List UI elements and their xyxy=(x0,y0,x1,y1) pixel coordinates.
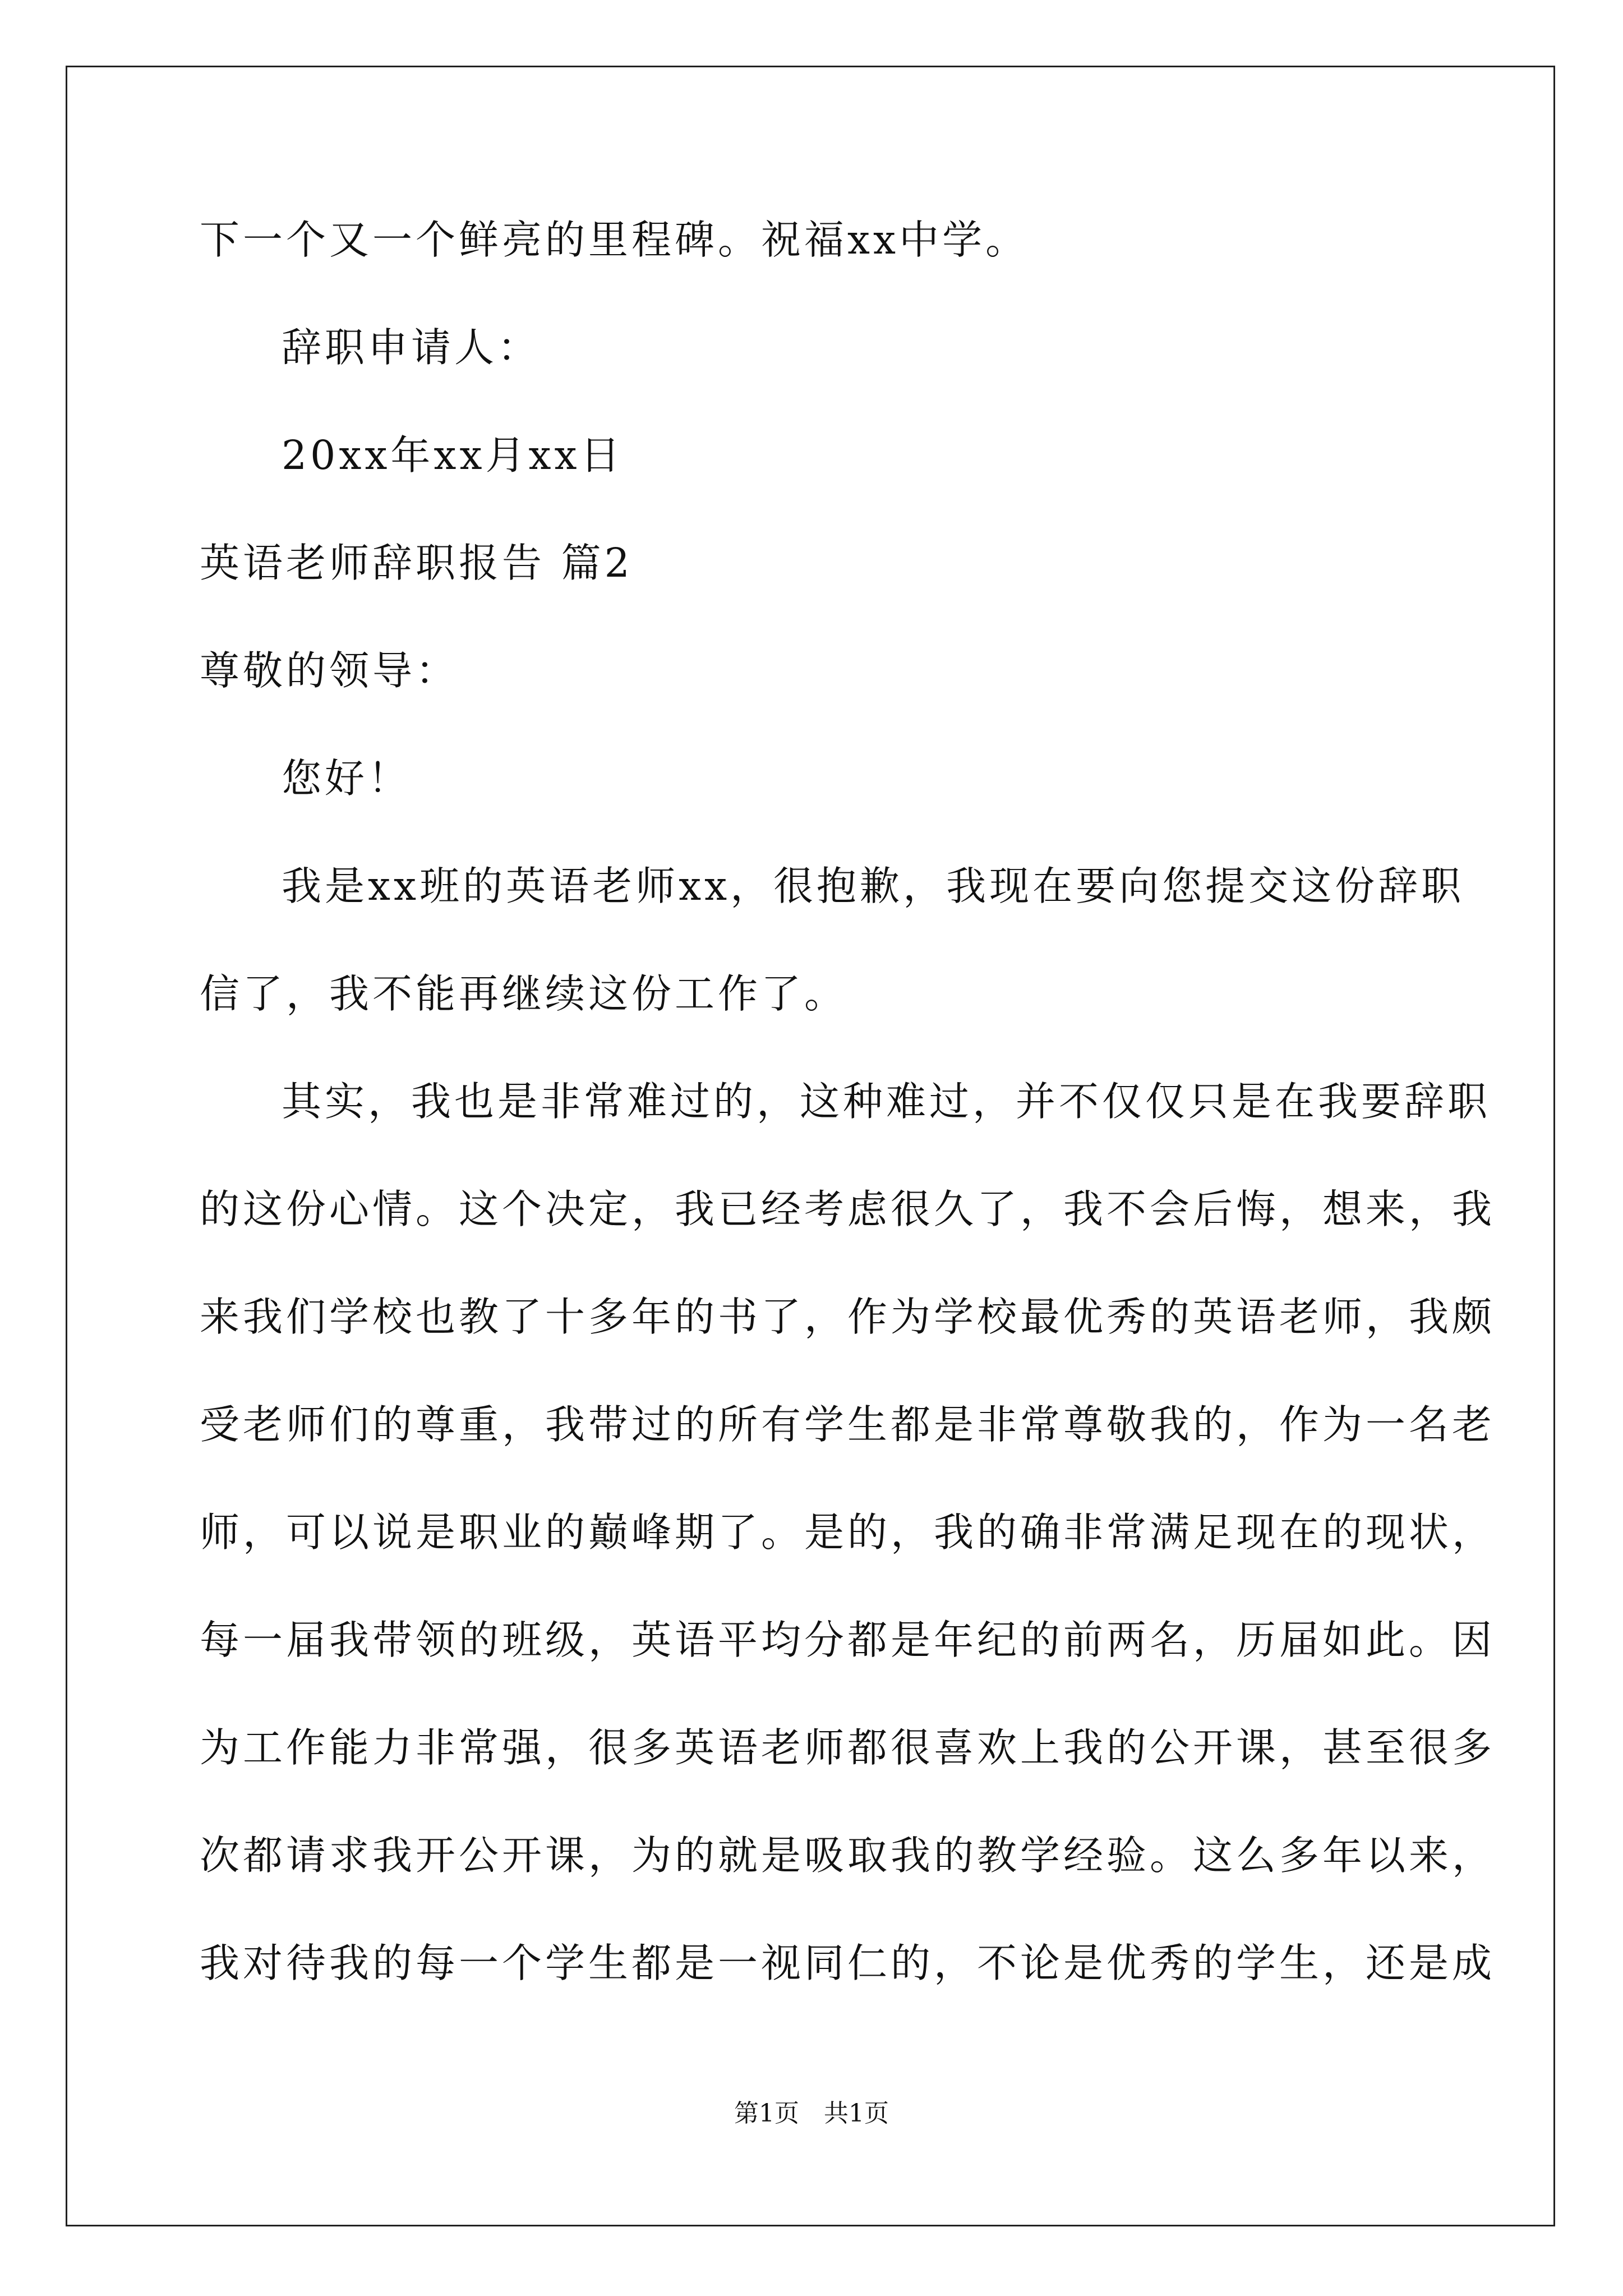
text-line: 我对待我的每一个学生都是一视同仁的，不论是优秀的学生，还是成 xyxy=(200,1940,1496,1986)
document-body xyxy=(200,213,1496,2044)
page-footer xyxy=(0,2097,1623,2131)
text-line: 为工作能力非常强，很多英语老师都很喜欢上我的公开课，甚至很多 xyxy=(200,1724,1496,1771)
text-line: 其实，我也是非常难过的，这种难过，并不仅仅只是在我要辞职 xyxy=(282,1078,1491,1125)
text-line: 来我们学校也教了十多年的书了，作为学校最优秀的英语老师，我颇 xyxy=(200,1294,1496,1340)
text-line: 我是xx班的英语老师xx，很抱歉，我现在要向您提交这份辞职 xyxy=(282,863,1465,909)
signature-label: 辞职申请人： xyxy=(282,324,541,371)
page-total: 共1页 xyxy=(824,2099,889,2128)
page-number: 第1页 xyxy=(734,2099,799,2128)
signature-date: 20xx年xx月xx日 xyxy=(282,432,624,478)
text-line: 信了，我不能再继续这份工作了。 xyxy=(200,970,848,1017)
salutation: 尊敬的领导： xyxy=(200,647,459,694)
text-line: 次都请求我开公开课，为的就是吸取我的教学经验。这么多年以来， xyxy=(200,1832,1496,1879)
text-line: 的这份心情。这个决定，我已经考虑很久了，我不会后悔，想来，我 xyxy=(200,1186,1496,1232)
section-title: 英语老师辞职报告 篇2 xyxy=(200,540,633,586)
text-line: 师，可以说是职业的巅峰期了。是的，我的确非常满足现在的现状， xyxy=(200,1509,1496,1556)
text-line: 下一个又一个鲜亮的里程碑。祝福xx中学。 xyxy=(200,217,1029,263)
text-line: 每一届我带领的班级，英语平均分都是年纪的前两名，历届如此。因 xyxy=(200,1617,1496,1663)
greeting: 您好！ xyxy=(282,755,412,802)
text-line: 受老师们的尊重，我带过的所有学生都是非常尊敬我的，作为一名老 xyxy=(200,1401,1496,1448)
